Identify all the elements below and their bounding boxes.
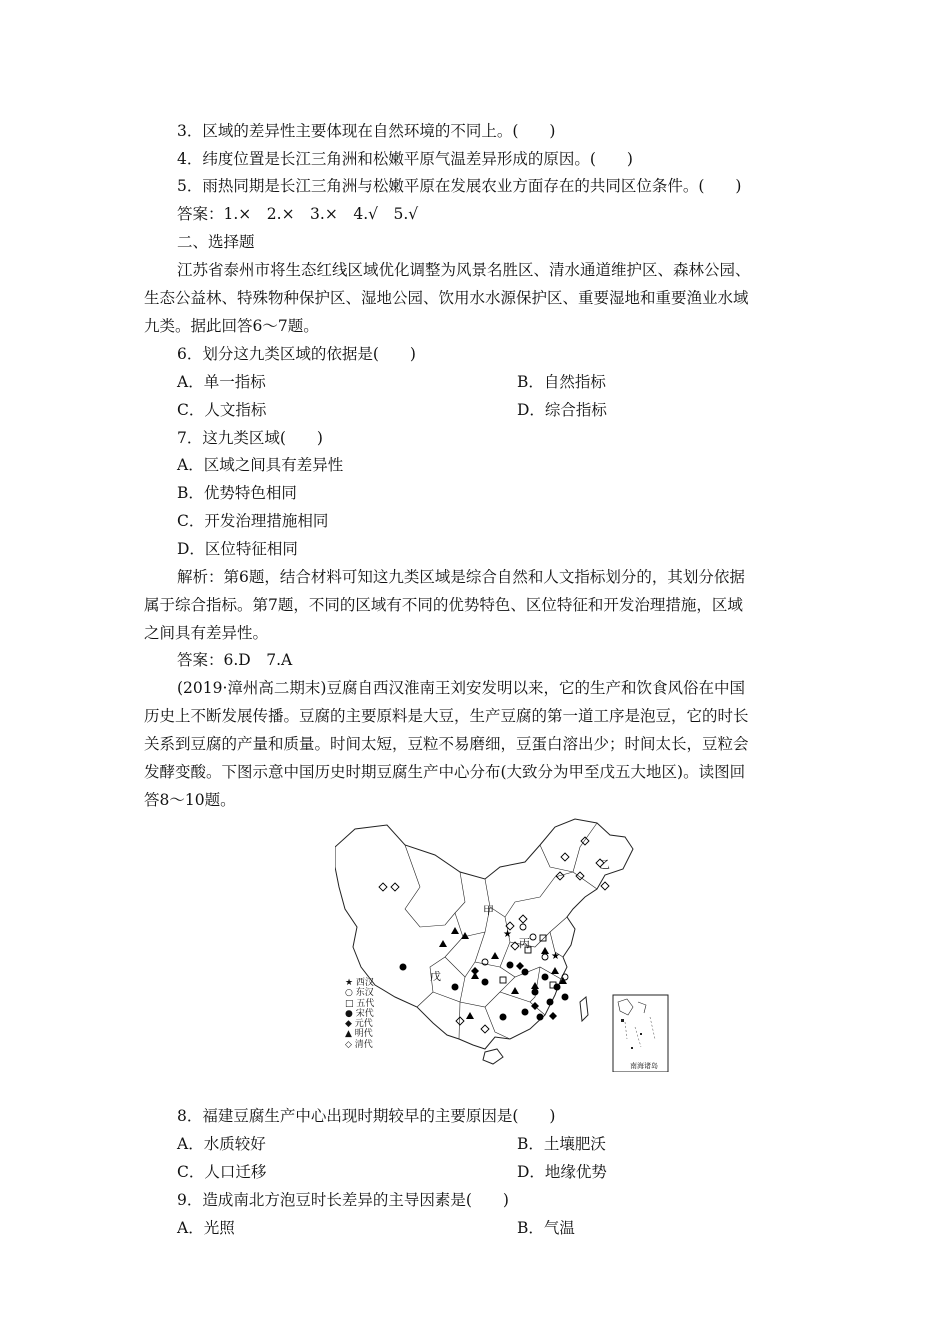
material-tofu-1: (2019·漳州高二期末)豆腐自西汉淮南王刘安发明以来，它的生产和饮食风俗在中国 [177, 679, 745, 697]
legend-qing: ◇ 清代 [345, 1039, 373, 1050]
q6-option-a: A．单一指标 [177, 373, 266, 391]
q9-option-a: A．光照 [177, 1219, 235, 1237]
region-label-jia: 甲 [483, 904, 494, 917]
statement-3: 3．区域的差异性主要体现在自然环境的不同上。( ) [177, 122, 556, 140]
material-tofu-2: 历史上不断发展传播。豆腐的主要原料是大豆，生产豆腐的第一道工序是泡豆，它的时长 [144, 707, 749, 725]
svg-text:★: ★ [503, 929, 512, 940]
q7-option-c: C．开发治理措施相同 [177, 512, 329, 530]
q8-option-d: D．地缘优势 [517, 1163, 607, 1181]
inset-label: 南海诸岛 [630, 1062, 658, 1070]
material-text-2: 生态公益林、特殊物种保护区、湿地公园、饮用水水源保护区、重要湿地和重要渔业水域 [144, 289, 749, 307]
legend-wudai: □ 五代 [345, 998, 375, 1009]
question-7: 7．这九类区域( ) [177, 429, 323, 447]
svg-text:★: ★ [551, 951, 560, 962]
region-label-bing: 丙 [519, 937, 530, 950]
q8-option-a: A．水质较好 [177, 1135, 266, 1153]
material-text-1: 江苏省泰州市将生态红线区域优化调整为风景名胜区、清水通道维护区、森林公园、 [177, 261, 751, 279]
question-6: 6．划分这九类区域的依据是( ) [177, 345, 416, 363]
question-8: 8．福建豆腐生产中心出现时期较早的主要原因是( ) [177, 1107, 556, 1125]
china-tofu-map [335, 817, 670, 1072]
statement-4: 4．纬度位置是长江三角洲和松嫩平原气温差异形成的原因。( ) [177, 150, 633, 168]
legend-ming: ▲ 明代 [345, 1029, 373, 1040]
legend-song: ● 宋代 [345, 1008, 374, 1019]
q8-option-c: C．人口迁移 [177, 1163, 267, 1181]
material-tofu-5: 答8～10题。 [144, 791, 236, 809]
q6-option-d: D．综合指标 [517, 401, 607, 419]
legend-xihan: ★ 西汉 [345, 978, 374, 988]
question-9: 9．造成南北方泡豆时长差异的主导因素是( ) [177, 1191, 509, 1209]
legend-donghan: ○ 东汉 [345, 988, 374, 999]
analysis-text-2: 属于综合指标。第7题，不同的区域有不同的优势特色、区位特征和开发治理措施，区域 [144, 596, 743, 614]
analysis-text-3: 之间具有差异性。 [144, 624, 269, 642]
region-label-wu: 戊 [430, 970, 441, 983]
region-label-yi: 乙 [599, 858, 610, 871]
q7-option-a: A．区域之间具有差异性 [177, 456, 344, 474]
statement-5: 5．雨热同期是长江三角洲与松嫩平原在发展农业方面存在的共同区位条件。( ) [177, 177, 742, 195]
material-tofu-4: 发酵变酸。下图示意中国历史时期豆腐生产中心分布(大致分为甲至戊五大地区)。读图回 [144, 763, 746, 781]
material-tofu-3: 关系到豆腐的产量和质量。时间太短，豆粒不易磨细，豆蛋白溶出少；时间太长，豆粒会 [144, 735, 749, 753]
q7-option-d: D．区位特征相同 [177, 540, 298, 558]
section-heading: 二、选择题 [177, 233, 255, 251]
q6-option-c: C．人文指标 [177, 401, 267, 419]
q9-option-b: B．气温 [517, 1219, 575, 1237]
q7-option-b: B．优势特色相同 [177, 484, 297, 502]
q6-option-b: B．自然指标 [517, 373, 606, 391]
map-legend [345, 978, 374, 1050]
q8-option-b: B．土壤肥沃 [517, 1135, 606, 1153]
answer-6-7: 答案：6.D 7.A [177, 651, 293, 669]
analysis-text-1: 解析：第6题，结合材料可知这九类区域是综合自然和人文指标划分的，其划分依据 [177, 568, 745, 586]
material-text-3: 九类。据此回答6～7题。 [144, 317, 319, 335]
answer-1-5: 答案：1.× 2.× 3.× 4.√ 5.√ [177, 205, 419, 223]
legend-yuan: ◆ 元代 [345, 1019, 373, 1030]
